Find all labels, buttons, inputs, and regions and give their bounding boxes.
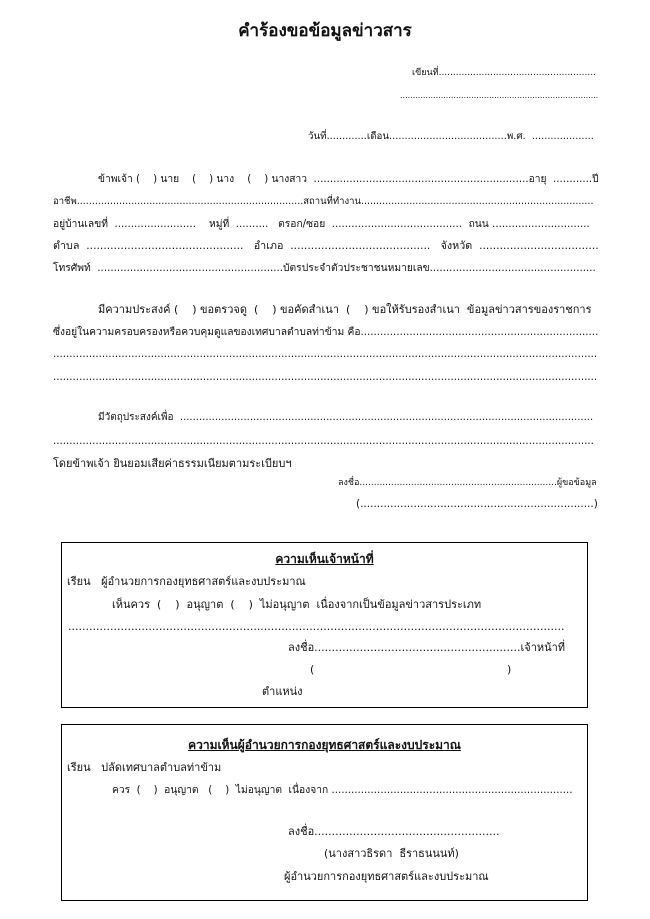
officer-reason-line[interactable]: .............................................................................................................................................. — [68, 620, 565, 633]
date-field[interactable]: วันที่.............เดือน......................................พ.ศ. .................... — [308, 131, 594, 142]
phone-id-line[interactable]: โทรศัพท์ .........................................................บัตรประจำตัวประชาชนหมายเลข................................................... — [53, 262, 596, 274]
officer-recipient: เรียน ผู้อำนวยการกองยุทธศาสตร์และงบประมาณ — [67, 575, 306, 588]
officer-opinion-choices[interactable]: เห็นควร ( ) อนุญาต ( ) ไม่อนุญาต เนื่องจากเป็นข้อมูลข่าวสารประเภท — [112, 598, 482, 611]
district-line[interactable]: ตำบล .............................................. อำเภอ ......................................... จังหวัด ................................... — [53, 239, 599, 252]
request-detail-line-2[interactable]: ....................................................................................................................................................................... — [53, 371, 598, 383]
request-subject-line[interactable]: ซึ่งอยู่ในความครอบครองหรือควบคุมดูแลของเทศบาลตำบลท่าข้าม คือ......................................................................... — [53, 326, 599, 338]
officer-name-close-paren: ) — [507, 663, 512, 676]
director-signature[interactable]: ลงชื่อ..................................................... — [288, 825, 500, 838]
director-opinion-box — [61, 724, 588, 901]
officer-opinion-title: ความเห็นเจ้าหน้าที่ — [275, 552, 374, 566]
officer-signature[interactable]: ลงชื่อ...........................................................เจ้าหน้าที่ — [288, 641, 566, 654]
director-name: (นางสาวธิรดา ธีราธนนนท์) — [324, 847, 459, 860]
written-at-field-line2[interactable]: .............................................................................. — [400, 91, 599, 100]
director-opinion-title: ความเห็นผู้อำนวยการกองยุทธศาสตร์และงบประมาณ — [188, 738, 461, 752]
occupation-line[interactable]: อาชีพ...........................................................................สถานที่ทำงาน............................................................................. — [53, 196, 594, 207]
form-title: คำร้องขอข้อมูลข่าวสาร — [238, 21, 412, 41]
officer-name-open-paren: ( — [310, 663, 315, 676]
applicant-name-line[interactable]: ข้าพเจ้า ( ) นาย ( ) นาง ( ) นางสาว ..................................................................อายุ ............ปี — [98, 173, 599, 185]
fee-consent: โดยข้าพเจ้า ยินยอมเสียค่าธรรมเนียมตามระเบียบฯ — [53, 457, 292, 470]
officer-position: ตำแหน่ง — [262, 685, 303, 698]
address-line[interactable]: อยู่บ้านเลขที่ ......................... หมู่ที่ .......... ตรอก/ซอย ........................................ ถนน .............................. — [53, 218, 590, 230]
purpose-line[interactable]: มีวัตถุประสงค์เพื่อ .................................................................................................................................. — [98, 412, 594, 423]
director-opinion-choices[interactable]: ควร ( ) อนุญาต ( ) ไม่อนุญาต เนื่องจาก .......................................................................... — [112, 784, 573, 796]
request-type-line[interactable]: มีความประสงค์ ( ) ขอตรวจดู ( ) ขอคัดสำเนา ( ) ขอให้รับรองสำเนา ข้อมูลข่าวสารของราชการ — [98, 303, 592, 316]
applicant-name-parens[interactable]: (......................................................................) — [356, 498, 598, 510]
purpose-line-2[interactable]: ...................................................................................................................................................................... — [53, 435, 594, 447]
written-at-field[interactable]: เขียนที่....................................................... — [412, 68, 596, 78]
officer-opinion-box — [61, 542, 588, 708]
director-recipient: เรียน ปลัดเทศบาลตำบลท่าข้าม — [67, 761, 222, 774]
applicant-signature[interactable]: ลงชื่อ.....................................................................ผู้ขอข้อมูล — [338, 478, 597, 488]
director-position: ผู้อำนวยการกองยุทธศาสตร์และงบประมาณ — [284, 870, 489, 883]
request-detail-line[interactable]: ....................................................................................................................................................................... — [53, 348, 598, 360]
